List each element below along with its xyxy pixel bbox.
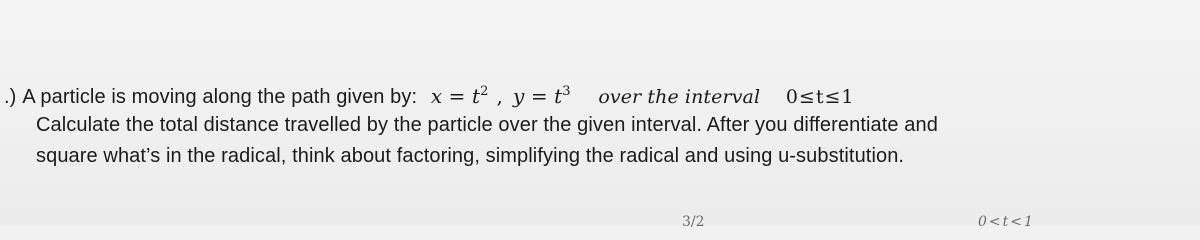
y-equation-exponent: 3 (562, 84, 571, 99)
x-equation-exponent: 2 (480, 84, 489, 99)
x-equation-base: x = t (430, 84, 481, 108)
interval-label: over the interval (598, 86, 761, 108)
x-equation (431, 84, 489, 108)
cutoff-fragment-interval: 0<t<1 (978, 214, 1035, 230)
y-equation (513, 84, 571, 108)
cutoff-fragment-exponent: 3/2 (682, 214, 705, 230)
problem-line-3: square what’s in the radical, think about factoring, simplifying the radical and using u-substitution. (36, 145, 905, 167)
problem-line-2: Calculate the total distance travelled by the particle over the given interval. After you differentiate and (36, 114, 938, 136)
problem-number: .) (4, 86, 17, 108)
y-equation-base: y = t (512, 84, 563, 108)
equation-separator: , (496, 84, 503, 108)
interval-expression: 0≤t≤1 (785, 86, 855, 108)
problem-intro-text: A particle is moving along the path given by: (22, 86, 418, 108)
problem-line-1 (4, 84, 854, 109)
